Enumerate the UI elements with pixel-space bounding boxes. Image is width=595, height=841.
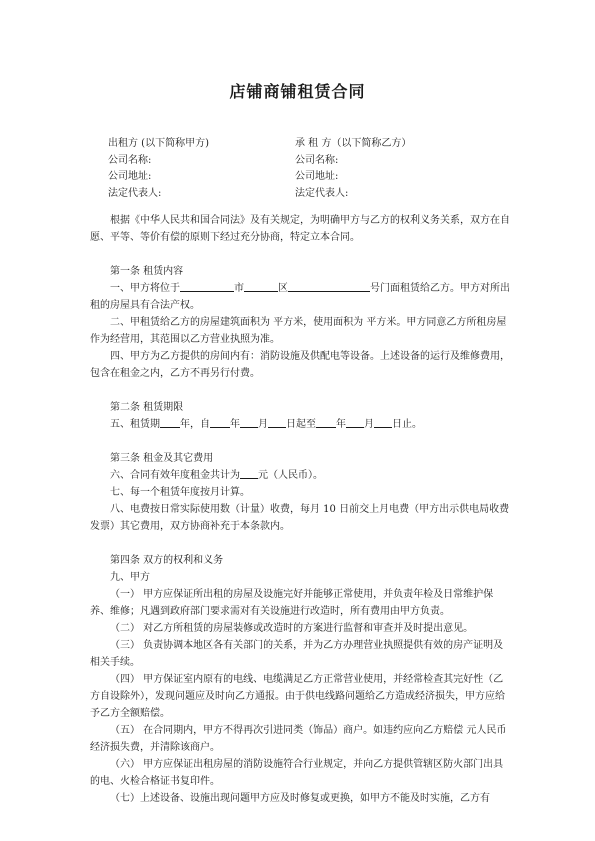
- blank-line: [346, 416, 364, 428]
- preamble: 根据《中华人民共和国合同法》及有关规定，为明确甲方与乙方的权利义务关系，双方在自愿、平等、等价有偿的原则下经过充分协商，特定立本合同。: [90, 215, 510, 243]
- parties-block: [108, 136, 411, 202]
- lessee-legal-rep: 法定代表人:: [295, 187, 349, 199]
- clause-2: 二、甲租赁给乙方的房屋建筑面积为 平方米，使用面积为 平方米。甲方同意乙方所租房屋作为经营用，其范围以乙方营业执照为准。: [90, 317, 507, 345]
- lessee-company-name: 公司名称:: [295, 154, 339, 166]
- clause-8: 八、电费按日常实际使用数（计量）收费，每月 10 日前交上月电费（甲方出示供电局收费发票）其它费用，双方协商补充于本条款内。: [90, 504, 510, 532]
- article-4-heading: 第四条 双方的权利和义务: [110, 555, 224, 566]
- document-title: 店铺商铺租赁合同: [229, 82, 366, 101]
- lessor-company-address: 公司地址:: [108, 171, 152, 182]
- blank-line: [210, 416, 230, 428]
- lessor-legal-rep: 法定代表人:: [108, 187, 162, 199]
- article-3-heading: 第三条 租金及其它费用: [110, 453, 214, 464]
- party-a-subheading: 九、甲方: [110, 572, 150, 583]
- blank-line: [288, 280, 370, 292]
- article-2-heading: 第二条 租赁期限: [110, 402, 184, 413]
- clause-7: 七、每一个租赁年度按月计算。: [110, 487, 250, 498]
- blank-line: [160, 416, 180, 428]
- lessor-label: 出租方 (以下简称甲方): [108, 138, 209, 149]
- blank-line: [240, 467, 258, 479]
- obligation-1: （一） 甲方应保证所出租的房屋及设施完好并能够正常使用，并负责年检及日常维护保养、维修；凡遇到政府部门要求需对有关设施进行改造时，所有费用由甲方负责。: [90, 589, 494, 617]
- lessor-company-name: 公司名称:: [108, 154, 152, 166]
- clause-4: 四、甲方为乙方提供的房间内有：消防设施及供配电等设备。上述设备的运行及维修费用，包含在租金之内，乙方不再另行付费。: [90, 351, 510, 379]
- blank-line: [374, 416, 392, 428]
- blank-line: [244, 280, 278, 292]
- lessee-company-address: 公司地址:: [295, 171, 339, 182]
- obligation-4: （四） 甲方保证室内原有的电线、电缆满足乙方正常营业使用，并经常检查其完好性（乙方自设除外），发现问题应及时向乙方通报。由于供电线路问题给乙方造成经济损失，甲方应给予乙方全额赔偿。: [90, 674, 505, 719]
- lessee-label: 承 租 方（以下简称乙方）: [295, 138, 412, 149]
- article-1-heading: 第一条 租赁内容: [110, 266, 184, 277]
- clause-5: 五、租赁期 年，自 年 月 日起至 年 月 日止。: [90, 416, 510, 433]
- blank-line: [316, 416, 336, 428]
- clause-6: 六、合同有效年度租金共计为 元（人民币）。: [90, 467, 510, 484]
- obligation-7: （七）上述设备、设施出现问题甲方应及时修复或更换，如甲方不能及时实施，乙方有: [110, 793, 490, 804]
- obligation-5: （五） 在合同期内，甲方不得再次引进同类（饰品）商户。如违约应向乙方赔偿 元人民币经济损失费，并清除该商户。: [90, 725, 507, 753]
- blank-line: [240, 416, 258, 428]
- blank-line: [180, 280, 234, 292]
- clause-1: 一、甲方将位于 市 区 号门面租赁给乙方。甲方对所出租的房屋具有合法产权。: [90, 280, 510, 314]
- obligation-3: （三） 负责协调本地区各有关部门的关系，并为乙方办理营业执照提供有效的房产证明及相关手续。: [90, 640, 504, 668]
- obligation-6: （六） 甲方应保证出租房屋的消防设施符合行业规定，并向乙方提供管辖区防火部门出具的电、火检合格证书复印件。: [90, 759, 504, 787]
- obligation-2: （二） 对乙方所租赁的房屋装修或改造时的方案进行监督和审查并及时提出意见。: [110, 623, 474, 634]
- contract-body: [90, 212, 510, 807]
- blank-line: [268, 416, 286, 428]
